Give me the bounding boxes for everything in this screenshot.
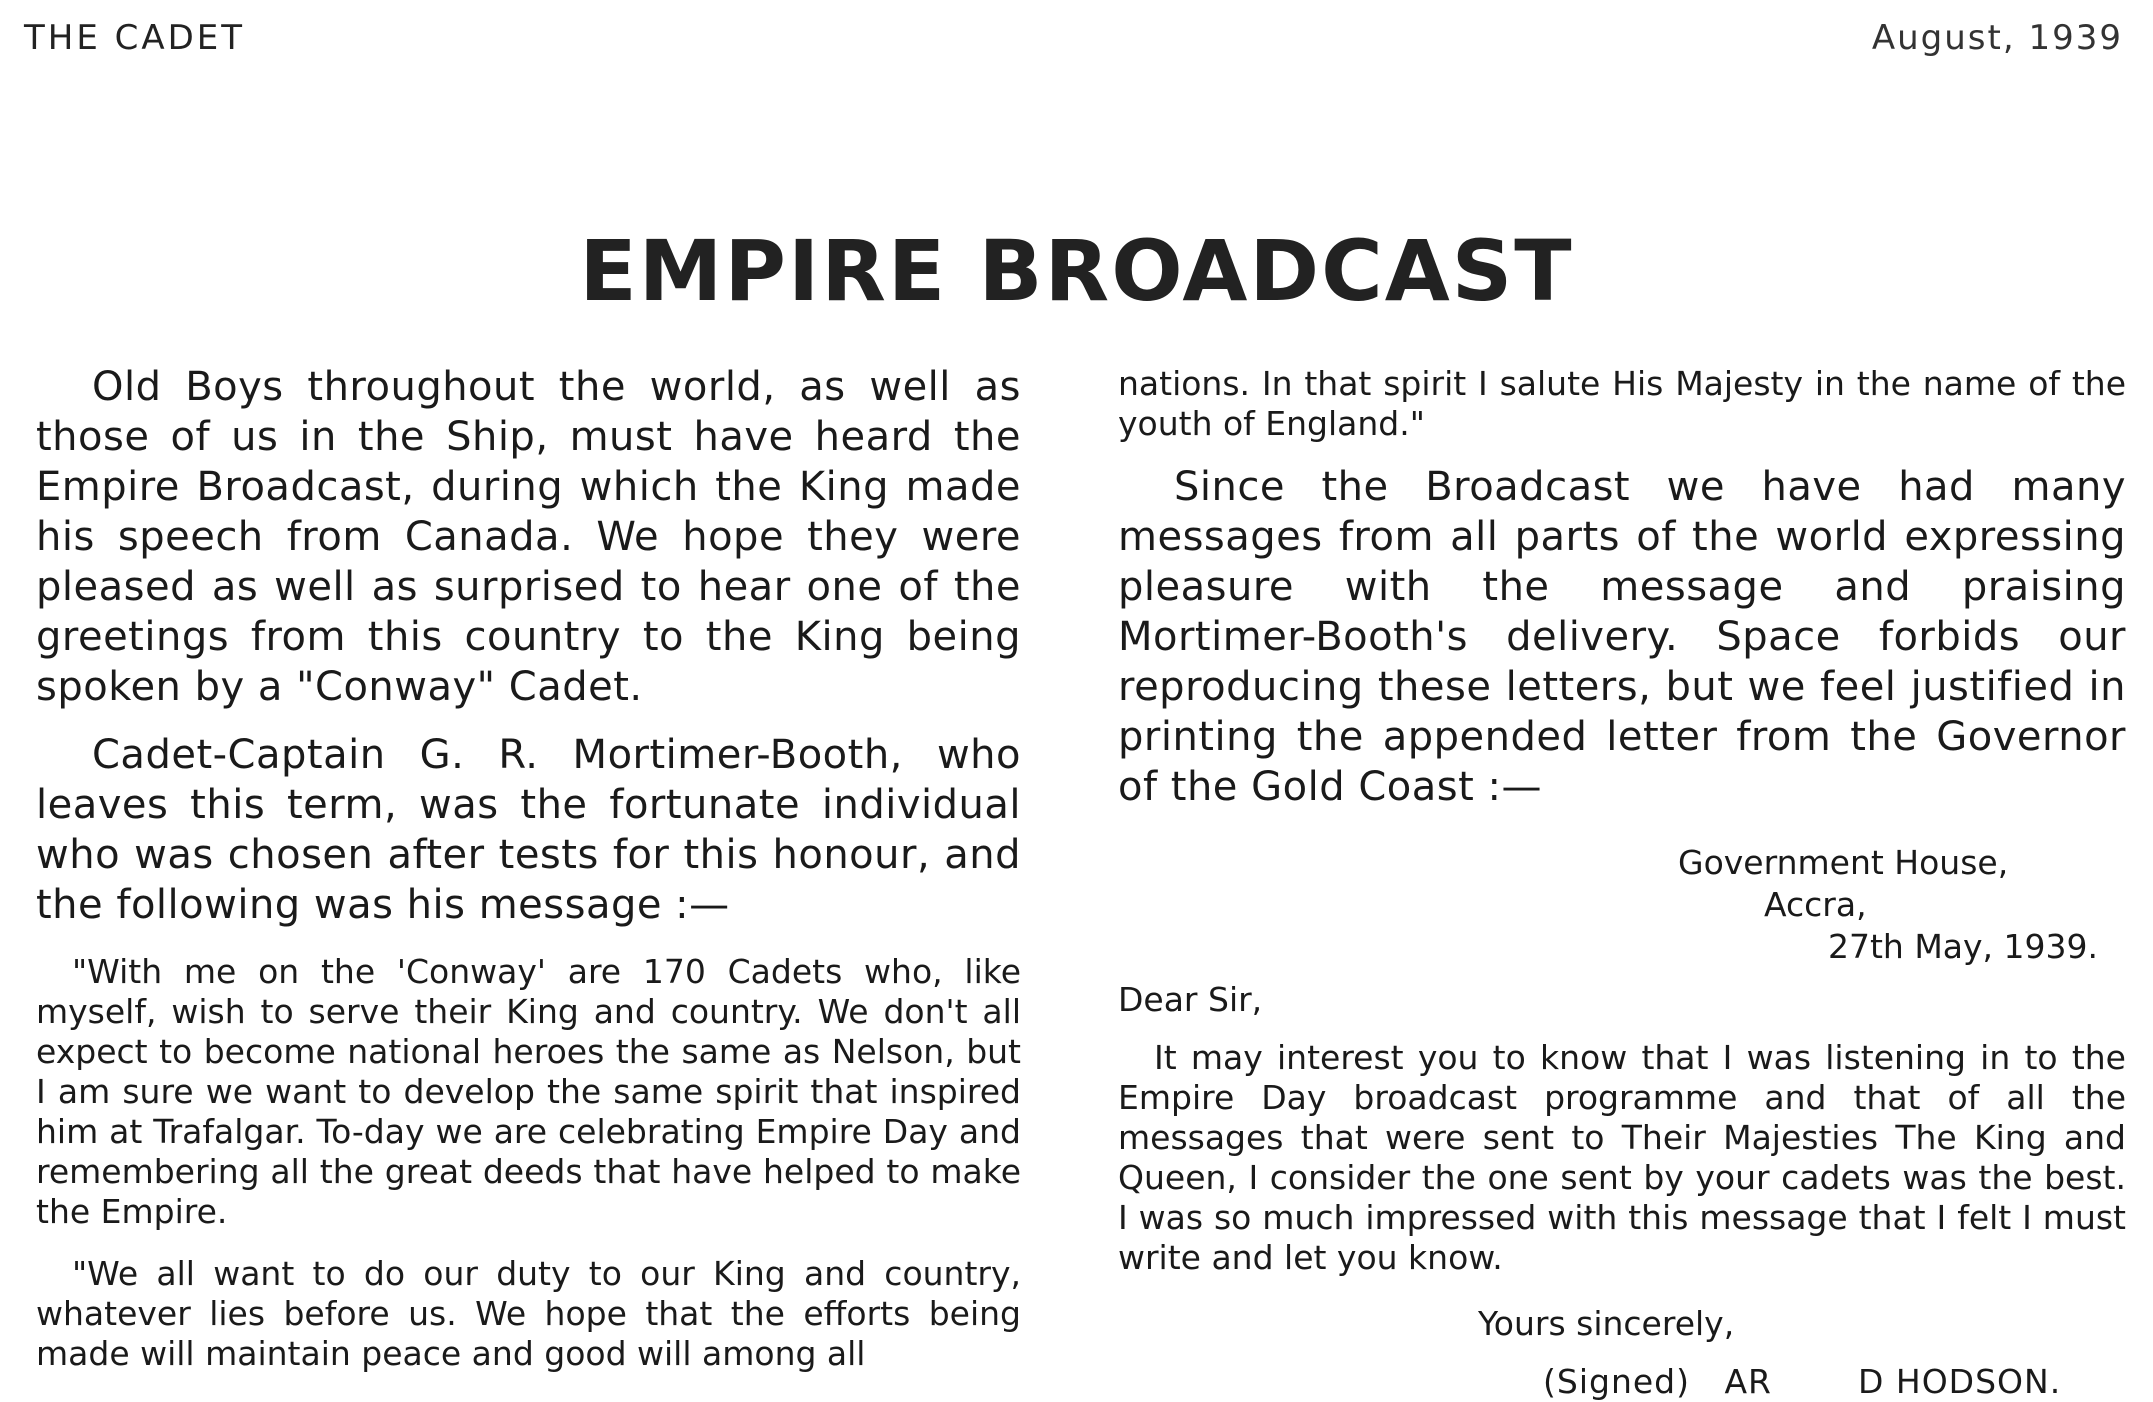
intro-paragraph: Old Boys throughout the world, as well as those of us in the Ship, must have heard the Empire Broadcast, during which the King made his speech from Canada. We hope they were pleased as well as surprised to hear one of the greetings from this country to the King being spoken by a "Conway" Cadet. <box>36 364 1021 710</box>
signature-part-2: D HODSON. <box>1857 1362 2062 1401</box>
issue-date: August, 1939 <box>1871 18 2123 58</box>
address-line-2: Accra, <box>1764 885 1867 924</box>
message-quote-continued: nations. In that spirit I salute His Majesty in the name of the youth of England." <box>1118 364 2126 443</box>
letter-body: It may interest you to know that I was listening in to the Empire Day broadcast programme and that of all the messages that were sent to Their Majesties The King and Queen, I consider the one sent by your cadets was the best. I was so much impressed with this message that I felt I must write and let you know. <box>1118 1038 2126 1277</box>
publication-title: THE CADET <box>24 18 246 58</box>
letter-closing: Yours sincerely, <box>1478 1304 1735 1343</box>
address-line-1: Government House, <box>1678 843 2009 882</box>
left-column <box>36 362 1021 1374</box>
signature-part-1: AR <box>1724 1362 1772 1401</box>
message-quote-paragraph-1: "With me on the 'Conway' are 170 Cadets who, like myself, wish to serve their King and country. We don't all expect to become national heroes the same as Nelson, but I am sure we want to develop the same spirit that inspired him at Trafalgar. To-day we are celebrating Empire Day and remembering all the great deeds that have helped to make the Empire. <box>36 952 1021 1231</box>
letter-date: 27th May, 1939. <box>1828 927 2099 966</box>
letter-address <box>1118 842 2126 968</box>
letter-salutation: Dear Sir, <box>1118 980 1263 1019</box>
article-title: EMPIRE BROADCAST <box>579 222 1574 320</box>
cadet-captain-paragraph: Cadet-Captain G. R. Mortimer-Booth, who leaves this term, was the fortunate individual who was chosen after tests for this honour, and the following was his message :— <box>36 732 1021 928</box>
letter-signature <box>1118 1362 2126 1402</box>
signed-label: (Signed) <box>1543 1362 1690 1401</box>
message-quote-paragraph-2: "We all want to do our duty to our King and country, whatever lies before us. We hope that the efforts being made will maintain peace and good will among all <box>36 1254 1021 1373</box>
responses-paragraph: Since the Broadcast we have had many messages from all parts of the world expressing pleasure with the message and praising Mortimer-Booth's delivery. Space forbids our reproducing these letters, but we feel justified in printing the appended letter from the Governor of the Gold Coast :— <box>1118 464 2126 810</box>
right-column <box>1118 364 2126 1402</box>
